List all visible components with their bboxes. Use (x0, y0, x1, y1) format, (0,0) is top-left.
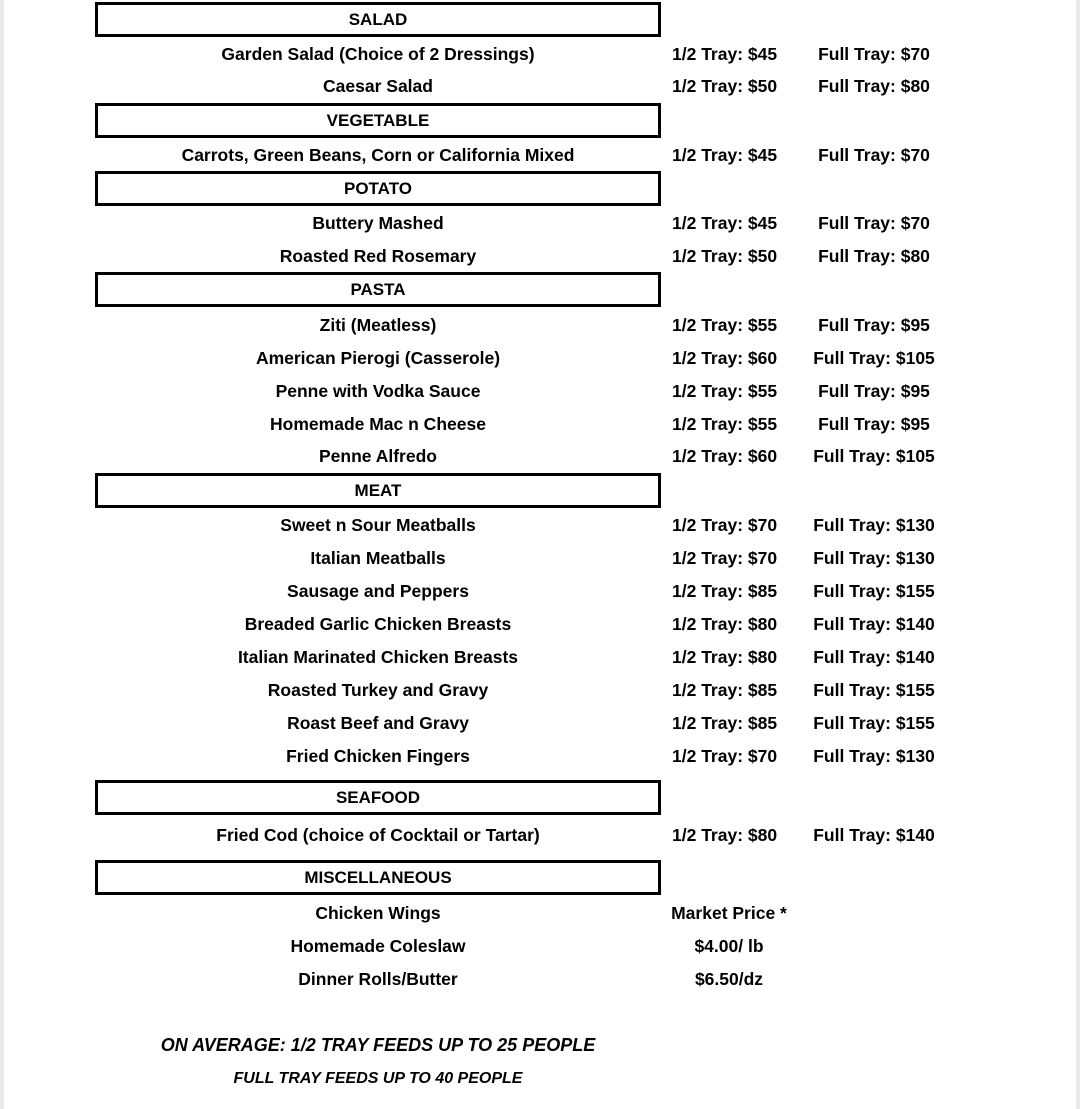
menu-item-name: Ziti (Meatless) (319, 315, 437, 335)
section-header-seafood: SEAFOOD (95, 780, 661, 815)
half-tray-price: 1/2 Tray: $80 (672, 825, 778, 845)
half-tray-price: 1/2 Tray: $50 (672, 76, 778, 96)
full-tray-price: Full Tray: $105 (813, 446, 935, 466)
menu-item-name: Italian Marinated Chicken Breasts (237, 647, 519, 667)
menu-item-name: Sausage and Peppers (287, 581, 469, 601)
half-tray-price: 1/2 Tray: $70 (672, 548, 778, 568)
half-tray-price: 1/2 Tray: $55 (672, 414, 778, 434)
serving-note-full: FULL TRAY FEEDS UP TO 40 PEOPLE (233, 1070, 523, 1087)
full-tray-price: Full Tray: $70 (818, 44, 930, 64)
full-tray-price: Full Tray: $70 (818, 213, 930, 233)
half-tray-price: 1/2 Tray: $70 (672, 746, 778, 766)
menu-item-name: Chicken Wings (315, 903, 441, 923)
half-tray-price: 1/2 Tray: $70 (672, 515, 778, 535)
full-tray-price: Full Tray: $140 (813, 614, 935, 634)
item-price: $4.00/ lb (694, 936, 764, 956)
menu-item-name: Breaded Garlic Chicken Breasts (244, 614, 512, 634)
full-tray-price: Full Tray: $80 (818, 246, 930, 266)
serving-note-half: ON AVERAGE: 1/2 TRAY FEEDS UP TO 25 PEOPLE (160, 1035, 596, 1055)
full-tray-price: Full Tray: $140 (813, 825, 935, 845)
full-tray-price: Full Tray: $155 (813, 713, 935, 733)
half-tray-price: 1/2 Tray: $85 (672, 581, 778, 601)
section-header-meat: MEAT (95, 473, 661, 508)
half-tray-price: 1/2 Tray: $45 (672, 145, 778, 165)
full-tray-price: Full Tray: $95 (818, 414, 930, 434)
full-tray-price: Full Tray: $95 (818, 315, 930, 335)
full-tray-price: Full Tray: $95 (818, 381, 930, 401)
full-tray-price: Full Tray: $105 (813, 348, 935, 368)
item-price: $6.50/dz (694, 969, 764, 989)
half-tray-price: 1/2 Tray: $55 (672, 315, 778, 335)
menu-item-name: Roasted Turkey and Gravy (267, 680, 489, 700)
half-tray-price: 1/2 Tray: $60 (672, 446, 778, 466)
menu-item-name: Caesar Salad (323, 76, 433, 96)
section-header-pasta: PASTA (95, 272, 661, 307)
full-tray-price: Full Tray: $70 (818, 145, 930, 165)
full-tray-price: Full Tray: $130 (813, 515, 935, 535)
menu-page (4, 0, 1076, 1109)
half-tray-price: 1/2 Tray: $45 (672, 44, 778, 64)
section-header-potato: POTATO (95, 171, 661, 206)
menu-item-name: Homemade Mac n Cheese (270, 414, 486, 434)
menu-item-name: Penne with Vodka Sauce (275, 381, 481, 401)
full-tray-price: Full Tray: $155 (813, 581, 935, 601)
half-tray-price: 1/2 Tray: $45 (672, 213, 778, 233)
full-tray-price: Full Tray: $140 (813, 647, 935, 667)
menu-item-name: Sweet n Sour Meatballs (280, 515, 476, 535)
menu-item-name: Homemade Coleslaw (290, 936, 466, 956)
half-tray-price: 1/2 Tray: $60 (672, 348, 778, 368)
full-tray-price: Full Tray: $155 (813, 680, 935, 700)
full-tray-price: Full Tray: $130 (813, 548, 935, 568)
half-tray-price: 1/2 Tray: $80 (672, 647, 778, 667)
menu-item-name: Italian Meatballs (310, 548, 446, 568)
half-tray-price: 1/2 Tray: $80 (672, 614, 778, 634)
menu-item-name: Roast Beef and Gravy (287, 713, 469, 733)
menu-item-name: Penne Alfredo (319, 446, 437, 466)
section-header-miscellaneous: MISCELLANEOUS (95, 860, 661, 895)
menu-item-name: Fried Cod (choice of Cocktail or Tartar) (216, 825, 540, 845)
menu-item-name: Carrots, Green Beans, Corn or California Mixed (181, 145, 575, 165)
full-tray-price: Full Tray: $130 (813, 746, 935, 766)
section-header-salad: SALAD (95, 2, 661, 37)
menu-item-name: Buttery Mashed (312, 213, 444, 233)
item-price: Market Price * (671, 903, 787, 923)
menu-item-name: American Pierogi (Casserole) (255, 348, 501, 368)
menu-item-name: Fried Chicken Fingers (286, 746, 470, 766)
half-tray-price: 1/2 Tray: $85 (672, 680, 778, 700)
menu-item-name: Garden Salad (Choice of 2 Dressings) (221, 44, 535, 64)
menu-item-name: Roasted Red Rosemary (279, 246, 477, 266)
half-tray-price: 1/2 Tray: $55 (672, 381, 778, 401)
section-header-vegetable: VEGETABLE (95, 103, 661, 138)
half-tray-price: 1/2 Tray: $85 (672, 713, 778, 733)
full-tray-price: Full Tray: $80 (818, 76, 930, 96)
half-tray-price: 1/2 Tray: $50 (672, 246, 778, 266)
menu-item-name: Dinner Rolls/Butter (298, 969, 458, 989)
